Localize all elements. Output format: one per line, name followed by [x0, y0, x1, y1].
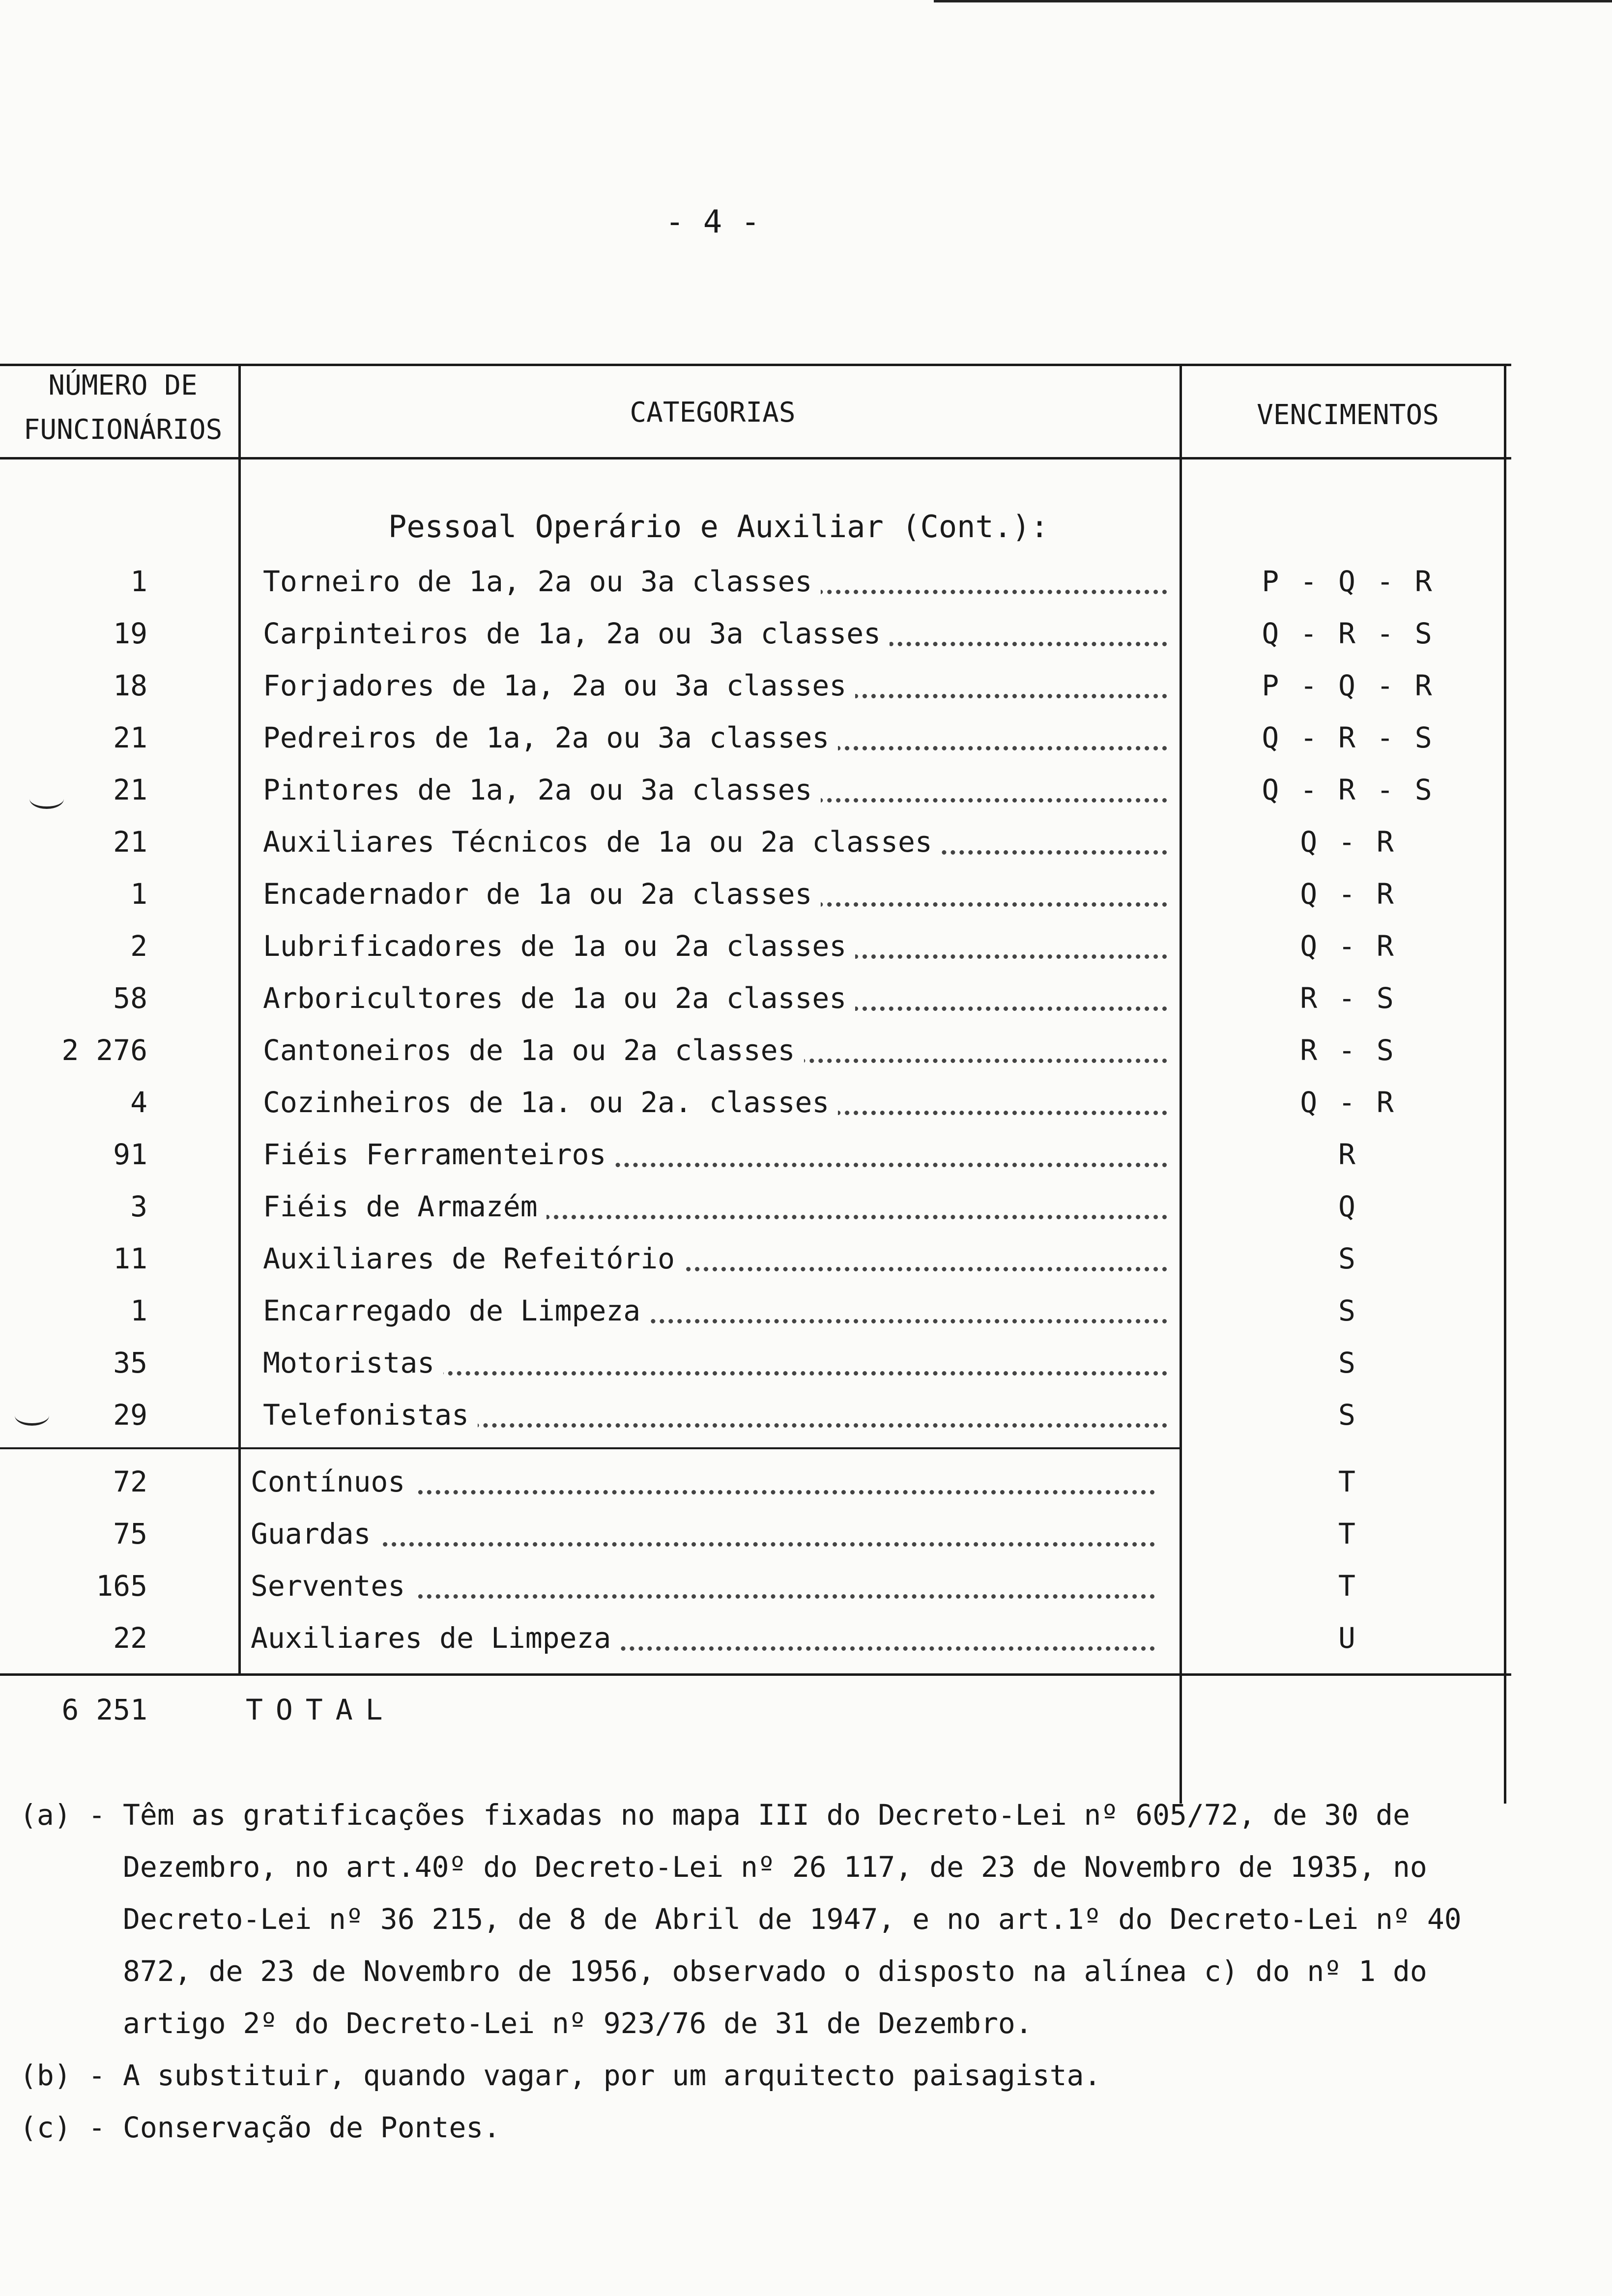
table-row [0, 1612, 1511, 1664]
row-category-text: Pedreiros de 1a, 2a ou 3a classes [263, 721, 838, 754]
row-vencimento: U [1338, 1621, 1357, 1655]
row-vencimento: T [1338, 1465, 1357, 1498]
row-category [263, 712, 1167, 764]
row-number: 75 [113, 1517, 147, 1550]
footnote-text: Têm as gratificações fixadas no mapa III do Decreto-Lei nº 605/72, de 30 de Dezembro, no art.40º do Decreto-Lei nº 26 117, de 23 de Novembro de 1935, no Decreto-Lei nº 36 215, de 8 de Abril de 1947, e no art.1º do Decreto-Lei nº 40 872, de 23 de Novembro de 1956, observado o disposto na alínea c) do nº 1 do artigo 2º do Decreto-Lei nº 923/76 de 31 de Dezembro. [123, 1798, 1462, 2040]
row-category [263, 1024, 1167, 1076]
table-row [0, 972, 1511, 1024]
row-category [263, 1180, 1167, 1233]
dot-leader [251, 1542, 1155, 1547]
row-number: 4 [130, 1086, 147, 1119]
row-category [263, 868, 1167, 920]
handwritten-check-mark [29, 789, 64, 809]
row-category [263, 1285, 1167, 1337]
row-vencimento: P - Q - R [1262, 669, 1434, 702]
row-category [251, 1560, 1155, 1612]
row-vencimento: P - Q - R [1262, 565, 1434, 598]
footnote-text: Conservação de Pontes. [123, 2111, 501, 2144]
row-number: 2 276 [61, 1033, 147, 1067]
row-vencimento: Q - R - S [1262, 617, 1434, 650]
total-number: 6 251 [61, 1693, 147, 1726]
row-vencimento: Q - R [1300, 877, 1396, 911]
row-category-text: Encadernador de 1a ou 2a classes [263, 877, 821, 911]
row-category-text: Guardas [251, 1517, 379, 1550]
row-category [263, 764, 1167, 816]
row-category-text: Torneiro de 1a, 2a ou 3a classes [263, 565, 821, 598]
row-number: 91 [113, 1138, 147, 1171]
row-number: 2 [130, 929, 147, 963]
row-vencimento: Q - R - S [1262, 721, 1434, 754]
row-number: 21 [113, 773, 147, 806]
footnote-a [20, 1789, 1514, 2049]
section-title: Pessoal Operário e Auxiliar (Cont.): [388, 509, 1049, 545]
row-vencimento: S [1338, 1398, 1357, 1432]
header-bottom-rule [0, 457, 1511, 459]
table-row [0, 1233, 1511, 1285]
table-row [0, 712, 1511, 764]
row-category [263, 1128, 1167, 1180]
row-category-text: Forjadores de 1a, 2a ou 3a classes [263, 669, 855, 702]
row-category-text: Auxiliares de Limpeza [251, 1621, 620, 1655]
row-category-text: Cozinheiros de 1a. ou 2a. classes [263, 1086, 838, 1119]
header-vencimentos: VENCIMENTOS [1257, 399, 1439, 431]
table-row [0, 1337, 1511, 1389]
footnote-b [20, 2049, 1514, 2101]
table-row [0, 1560, 1511, 1612]
row-vencimento: T [1338, 1517, 1357, 1550]
row-number: 1 [130, 877, 147, 911]
row-category-text: Fiéis Ferramenteiros [263, 1138, 615, 1171]
row-category-text: Lubrificadores de 1a ou 2a classes [263, 929, 855, 963]
row-category [263, 1233, 1167, 1285]
table-row [0, 1456, 1511, 1508]
header-numero-line1: NÚMERO DE [48, 370, 198, 402]
row-number: 1 [130, 565, 147, 598]
row-number: 3 [130, 1190, 147, 1223]
row-category-text: Serventes [251, 1569, 414, 1603]
row-category-text: Carpinteiros de 1a, 2a ou 3a classes [263, 617, 890, 650]
table-row [0, 1128, 1511, 1180]
row-vencimento: R - S [1300, 981, 1396, 1015]
row-vencimento: S [1338, 1294, 1357, 1327]
row-vencimento: Q - R - S [1262, 773, 1434, 806]
row-number: 11 [113, 1242, 147, 1275]
row-category-text: Pintores de 1a, 2a ou 3a classes [263, 773, 821, 806]
row-category-text: Auxiliares de Refeitório [263, 1242, 684, 1275]
row-category-text: Cantoneiros de 1a ou 2a classes [263, 1033, 804, 1067]
row-vencimento: R - S [1300, 1033, 1396, 1067]
row-number: 22 [113, 1621, 147, 1655]
group-separator-rule [0, 1447, 1180, 1449]
table-row [0, 816, 1511, 868]
row-category [263, 1389, 1167, 1441]
row-number: 165 [96, 1569, 147, 1603]
table-row [0, 764, 1511, 816]
header-categorias: CATEGORIAS [630, 397, 796, 429]
row-category-text: Motoristas [263, 1346, 443, 1379]
row-category [263, 555, 1167, 607]
footnotes [20, 1789, 1514, 2153]
row-category [251, 1612, 1155, 1664]
row-number: 58 [113, 981, 147, 1015]
table-row [0, 607, 1511, 660]
table-row [0, 1076, 1511, 1128]
row-category [263, 607, 1167, 660]
row-number: 19 [113, 617, 147, 650]
table-row [0, 1508, 1511, 1560]
row-vencimento: Q - R [1300, 1086, 1396, 1119]
staff-table [0, 364, 1511, 1804]
table-row [0, 920, 1511, 972]
row-vencimento: R [1338, 1138, 1357, 1171]
row-category-text: Fiéis de Armazém [263, 1190, 547, 1223]
row-vencimento: T [1338, 1569, 1357, 1603]
row-vencimento: S [1338, 1242, 1357, 1275]
page-number: - 4 - [665, 204, 760, 240]
table-row [0, 1180, 1511, 1233]
row-category [251, 1456, 1155, 1508]
row-vencimento: Q [1338, 1190, 1357, 1223]
row-category [263, 1337, 1167, 1389]
header-numero [15, 364, 231, 452]
row-vencimento: Q - R [1300, 825, 1396, 859]
footnote-mark: (b) - [20, 2059, 106, 2092]
row-category [263, 920, 1167, 972]
table-row [0, 1389, 1511, 1441]
row-category-text: Encarregado de Limpeza [263, 1294, 649, 1327]
total-separator-rule [0, 1673, 1511, 1676]
row-vencimento: S [1338, 1346, 1357, 1379]
table-row [0, 1024, 1511, 1076]
total-label: TOTAL [246, 1693, 396, 1726]
row-number: 21 [113, 721, 147, 754]
footnote-mark: (c) - [20, 2111, 106, 2144]
row-category-text: Auxiliares Técnicos de 1a ou 2a classes [263, 825, 941, 859]
footnote-text: A substituir, quando vagar, por um arquitecto paisagista. [123, 2059, 1101, 2092]
row-number: 1 [130, 1294, 147, 1327]
row-category-text: Contínuos [251, 1465, 414, 1498]
row-number: 72 [113, 1465, 147, 1498]
header-numero-line2: FUNCIONÁRIOS [23, 414, 223, 446]
row-number: 29 [113, 1398, 147, 1432]
footnote-mark: (a) - [20, 1798, 106, 1832]
top-rule [934, 0, 1612, 2]
row-category-text: Arboricultores de 1a ou 2a classes [263, 981, 855, 1015]
table-row [0, 868, 1511, 920]
row-category [263, 972, 1167, 1024]
row-category [263, 660, 1167, 712]
row-number: 21 [113, 825, 147, 859]
row-number: 18 [113, 669, 147, 702]
row-number: 35 [113, 1346, 147, 1379]
handwritten-check-mark [15, 1406, 49, 1426]
footnote-c [20, 2101, 1514, 2153]
row-category-text: Telefonistas [263, 1398, 478, 1432]
table-row [0, 555, 1511, 607]
table-row [0, 1285, 1511, 1337]
table-row [0, 660, 1511, 712]
row-category [263, 1076, 1167, 1128]
row-category [251, 1508, 1155, 1560]
row-category [263, 816, 1167, 868]
row-vencimento: Q - R [1300, 929, 1396, 963]
